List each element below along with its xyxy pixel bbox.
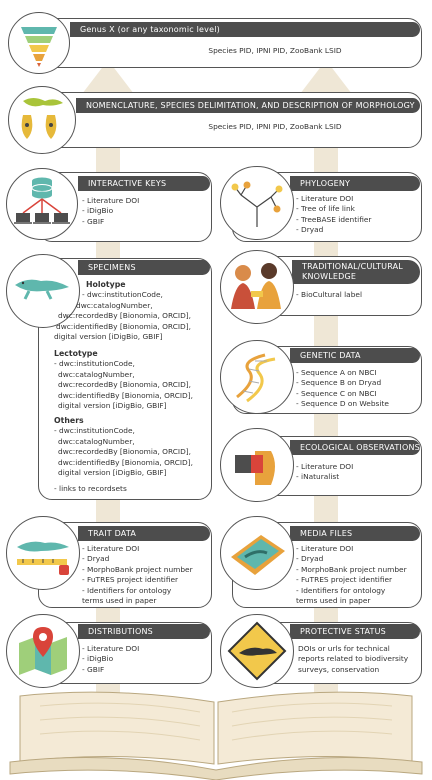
others-section — [54, 416, 206, 478]
ecological-observations-title: ECOLOGICAL OBSERVATIONS — [300, 443, 420, 452]
lectotype-heading: Lectotype — [54, 349, 98, 358]
lectotype-section — [54, 349, 206, 411]
phylogeny-list — [296, 194, 420, 236]
media-files-item: - Literature DOI — [296, 544, 420, 554]
distributions-title: DISTRIBUTIONS — [88, 627, 153, 636]
trait-data-continuation: terms used in paper — [82, 596, 157, 606]
genus-ids: Species PID, IPNI PID, ZooBank LSID — [208, 46, 342, 55]
interactive-keys-item: - iDigBio — [82, 206, 208, 216]
holotype-line: - dwc:institutionCode, — [82, 290, 163, 300]
ecological-observations-item: - iNaturalist — [296, 472, 420, 482]
media-files-item: - MorphoBank project number — [296, 565, 420, 575]
distributions-item: - iDigBio — [82, 654, 208, 664]
interactive-keys-header — [78, 176, 210, 191]
nomenclature-title: NOMENCLATURE, SPECIES DELIMITATION, AND DESCRIPTION OF MORPHOLOGY — [86, 101, 415, 110]
holotype-heading: Holotype — [86, 280, 126, 289]
interactive-keys-icon-circle — [6, 168, 78, 240]
phylogeny-item: - Tree of life link — [296, 204, 420, 214]
distributions-header — [78, 624, 210, 639]
holotype-line: dwc:catalogNumber, — [76, 300, 153, 310]
specimens-title: SPECIMENS — [88, 263, 136, 272]
ecological-observations-item: - Literature DOI — [296, 462, 420, 472]
traditional-knowledge-title-2: KNOWLEDGE — [302, 272, 357, 281]
media-files-item: - Identifiers for ontology — [296, 586, 420, 596]
phylogeny-item: - Dryad — [296, 225, 420, 235]
distributions-item: - GBIF — [82, 665, 208, 675]
database-network-icon — [7, 169, 77, 239]
protective-status-line: reports related to biodiversity — [298, 654, 409, 664]
map-icon — [7, 615, 79, 687]
nomenclature-ids: Species PID, IPNI PID, ZooBank LSID — [208, 122, 342, 131]
holotype-line: dwc:recordedBy [Bionomia, ORCID], — [58, 311, 191, 321]
camera-icon — [221, 429, 293, 501]
specimen-illustration-icon — [9, 87, 75, 153]
others-line: dwc:catalogNumber, — [58, 436, 135, 446]
ecological-observations-list — [296, 462, 420, 483]
media-files-continuation: terms used in paper — [296, 596, 371, 606]
media-files-header — [290, 526, 420, 541]
protective-status-title: PROTECTIVE STATUS — [300, 627, 386, 636]
taxonomy-pyramid-icon — [9, 13, 69, 73]
phylogeny-tree-icon — [221, 167, 293, 239]
trait-data-item: - MorphoBank project number — [82, 565, 208, 575]
distributions-item: - Literature DOI — [82, 644, 208, 654]
genetic-data-item: - Sequence B on Dryad — [296, 378, 420, 388]
distributions-list — [82, 644, 208, 675]
dna-icon — [221, 341, 293, 413]
trait-data-item: - Identifiers for ontology — [82, 586, 208, 596]
trait-data-item: - Dryad — [82, 554, 208, 564]
distributions-icon-circle — [6, 614, 80, 688]
genetic-data-item: - Sequence A on NBCI — [296, 368, 420, 378]
trait-data-item: - Literature DOI — [82, 544, 208, 554]
others-line: digital version [iDigBio, GBIF] — [58, 468, 167, 478]
protective-status-text — [298, 644, 420, 675]
interactive-keys-list — [82, 196, 208, 227]
others-line: dwc:recordedBy [Bionomia, ORCID], — [58, 447, 191, 457]
protective-status-header — [290, 624, 420, 639]
ecological-observations-icon-circle — [220, 428, 294, 502]
genus-header — [70, 22, 420, 37]
lectotype-line: digital version [iDigBio, GBIF] — [58, 401, 167, 411]
recordsets-links: - links to recordsets — [54, 484, 127, 493]
traditional-knowledge-item: - BioCultural label — [296, 290, 420, 300]
genus-icon-circle — [8, 12, 70, 74]
trait-data-title: TRAIT DATA — [88, 529, 136, 538]
trait-data-item: - FuTRES project identifier — [82, 575, 208, 585]
traditional-knowledge-icon-circle — [220, 250, 294, 324]
genetic-data-list — [296, 368, 420, 410]
holotype-line: digital version [iDigBio, GBIF] — [54, 332, 163, 342]
media-files-item: - FuTRES project identifier — [296, 575, 420, 585]
media-files-list — [296, 544, 420, 606]
phylogeny-title: PHYLOGENY — [300, 179, 351, 188]
media-files-icon-circle — [220, 516, 294, 590]
phylogeny-icon-circle — [220, 166, 294, 240]
others-line: dwc:identifiedBy [Bionomia, ORCID], — [58, 457, 193, 467]
phylogeny-item: - TreeBASE identifier — [296, 215, 420, 225]
traditional-knowledge-header — [292, 260, 420, 284]
lectotype-line: dwc:identifiedBy [Bionomia, ORCID], — [58, 390, 193, 400]
media-files-title: MEDIA FILES — [300, 529, 353, 538]
others-heading: Others — [54, 416, 84, 425]
lectotype-line: dwc:recordedBy [Bionomia, ORCID], — [58, 380, 191, 390]
phylogeny-item: - Literature DOI — [296, 194, 420, 204]
genetic-data-icon-circle — [220, 340, 294, 414]
genetic-data-title: GENETIC DATA — [300, 351, 361, 360]
warning-sign-icon — [221, 615, 293, 687]
traditional-knowledge-title-1: TRADITIONAL/CULTURAL — [302, 262, 403, 271]
trait-data-icon-circle — [6, 516, 80, 590]
media-frame-icon — [221, 517, 293, 589]
protective-status-line: DOIs or urls for technical — [298, 644, 390, 653]
protective-status-icon-circle — [220, 614, 294, 688]
media-files-item: - Dryad — [296, 554, 420, 564]
genus-title: Genus X (or any taxonomic level) — [80, 25, 220, 34]
people-exchange-icon — [221, 251, 293, 323]
genetic-data-item: - Sequence D on Website — [296, 399, 420, 409]
trait-data-list — [82, 544, 208, 606]
lectotype-line: dwc:catalogNumber, — [58, 369, 135, 379]
traditional-knowledge-list — [296, 290, 420, 300]
trait-data-header — [78, 526, 210, 541]
specimens-header — [78, 260, 210, 275]
open-book-icon — [0, 684, 432, 780]
genetic-data-item: - Sequence C on NBCI — [296, 389, 420, 399]
protective-status-line: surveys, conservation — [298, 664, 380, 674]
phylogeny-header — [290, 176, 420, 191]
genetic-data-header — [290, 348, 420, 363]
measurement-icon — [7, 517, 79, 589]
holotype-line: dwc:identifiedBy [Bionomia, ORCID], — [56, 321, 191, 331]
ecological-observations-header — [290, 440, 420, 455]
interactive-keys-item: - GBIF — [82, 217, 208, 227]
interactive-keys-title: INTERACTIVE KEYS — [88, 179, 167, 188]
nomenclature-icon-circle — [8, 86, 76, 154]
others-line: - dwc:institutionCode, — [54, 426, 135, 436]
holotype-section — [54, 280, 206, 342]
lectotype-line: - dwc:institutionCode, — [54, 359, 135, 369]
interactive-keys-item: - Literature DOI — [82, 196, 208, 206]
nomenclature-header — [76, 98, 420, 113]
